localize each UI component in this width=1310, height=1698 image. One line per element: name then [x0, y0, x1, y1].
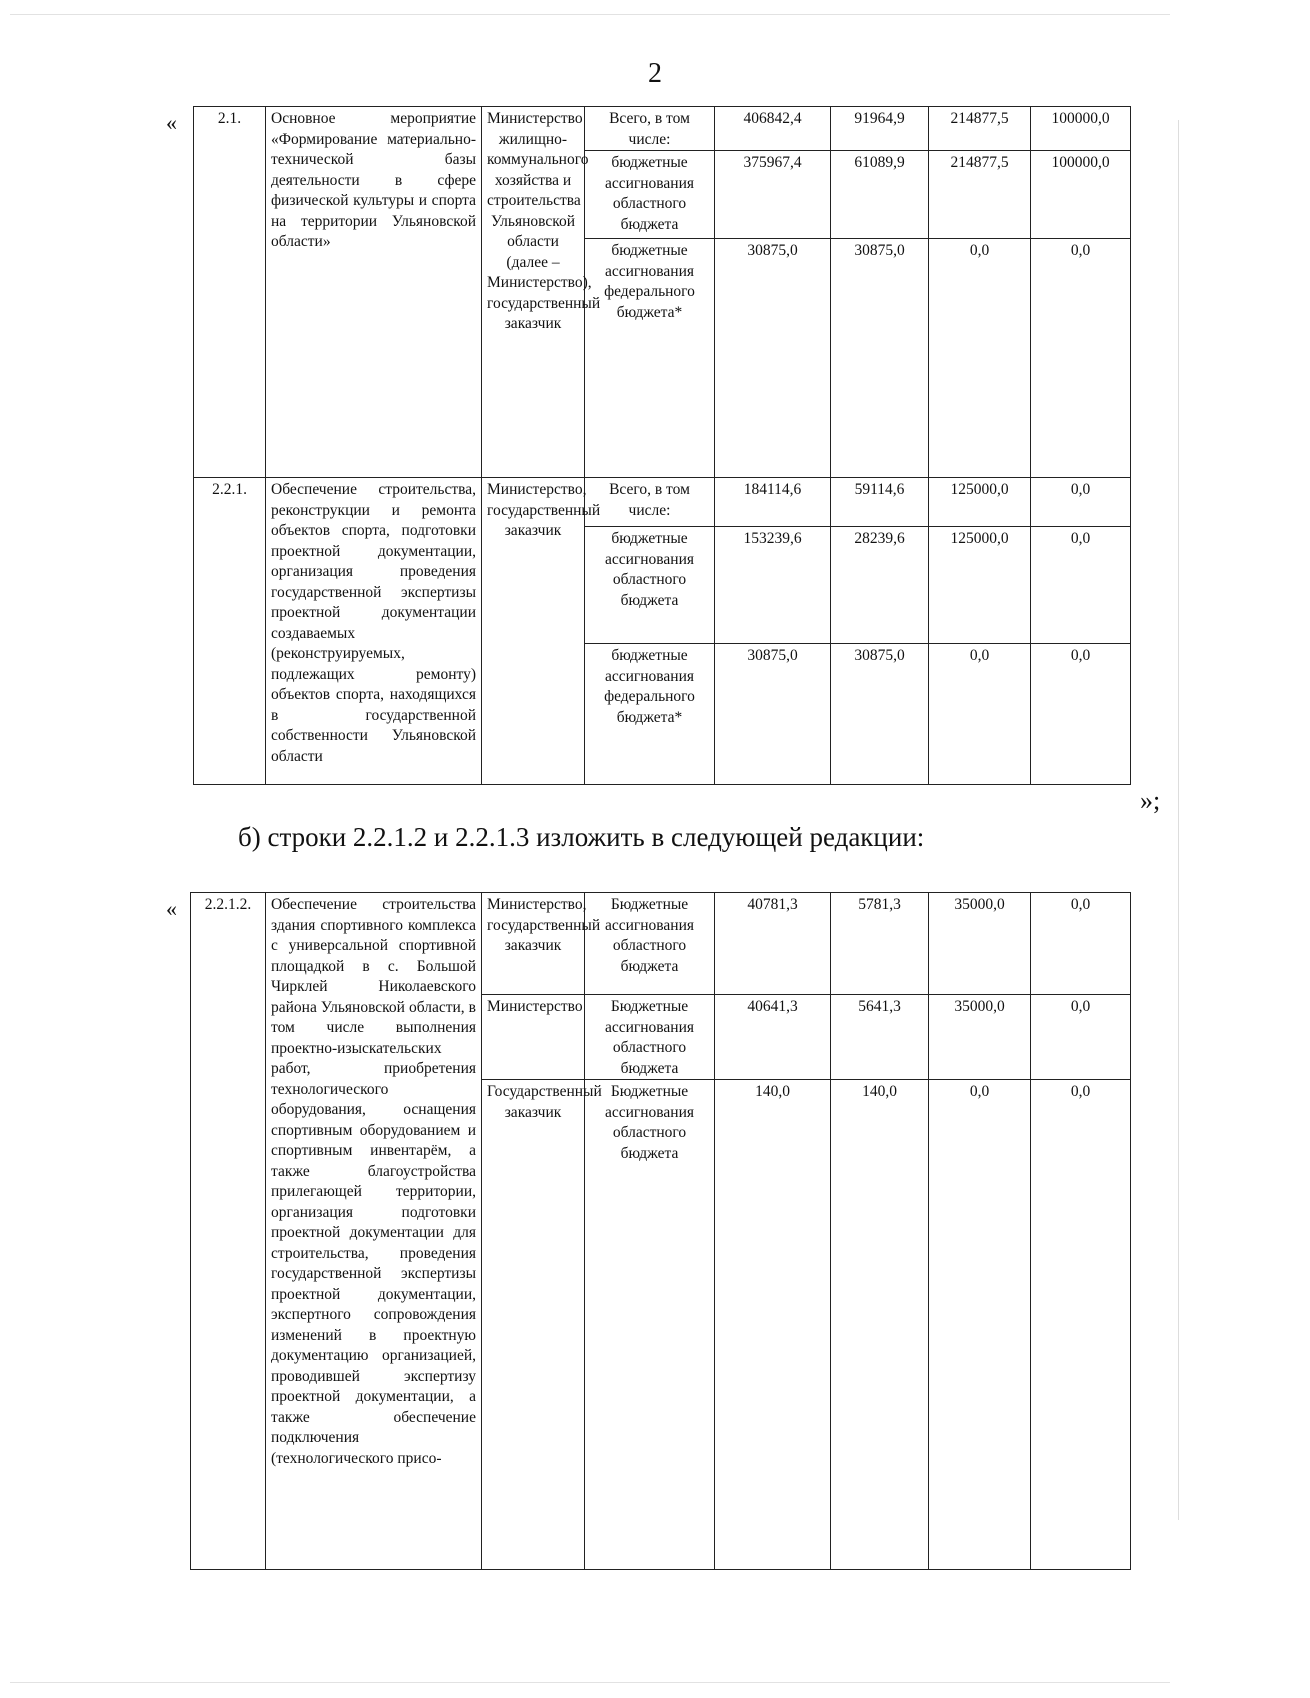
value-year-3: 0,0	[1031, 239, 1131, 478]
value-total: 406842,4	[715, 107, 831, 151]
value-total: 30875,0	[715, 644, 831, 785]
funding-source: бюджетные ассигнования областного бюджета	[585, 527, 715, 644]
value-total: 184114,6	[715, 478, 831, 527]
funding-source: Всего, в том числе:	[585, 107, 715, 151]
value-year-2: 214877,5	[929, 151, 1031, 239]
value-year-3: 0,0	[1031, 1080, 1131, 1570]
opening-quote: «	[166, 110, 177, 135]
row-executor: Министерство, государственный заказчик	[482, 893, 585, 995]
funding-source: Бюджетные ассигнования областного бюджета	[585, 995, 715, 1080]
value-year-2: 0,0	[929, 644, 1031, 785]
value-total: 140,0	[715, 1080, 831, 1570]
table-1	[193, 106, 1131, 785]
value-year-2: 125000,0	[929, 478, 1031, 527]
value-year-1: 30875,0	[831, 644, 929, 785]
row-number: 2.2.1.	[194, 478, 266, 785]
value-total: 40641,3	[715, 995, 831, 1080]
scan-edge-mark	[10, 1682, 1170, 1683]
row-executor: Министерство, государственный заказчик	[482, 478, 585, 785]
funding-source: бюджетные ассигнования областного бюджета	[585, 151, 715, 239]
amendment-text: б) строки 2.2.1.2 и 2.2.1.3 изложить в следующей редакции:	[238, 822, 925, 852]
funding-source: бюджетные ассигнования федерального бюджета*	[585, 239, 715, 478]
funding-source: бюджетные ассигнования федерального бюджета*	[585, 644, 715, 785]
opening-quote: «	[166, 896, 177, 921]
row-executor: Министерство	[482, 995, 585, 1080]
row-number: 2.1.	[194, 107, 266, 478]
scan-edge-mark	[1178, 120, 1179, 1520]
value-year-3: 0,0	[1031, 478, 1131, 527]
value-total: 375967,4	[715, 151, 831, 239]
table-row	[191, 893, 1131, 995]
value-year-1: 59114,6	[831, 478, 929, 527]
value-total: 30875,0	[715, 239, 831, 478]
funding-source: Бюджетные ассигнования областного бюджета	[585, 1080, 715, 1570]
value-year-2: 35000,0	[929, 995, 1031, 1080]
value-year-1: 5781,3	[831, 893, 929, 995]
table-2	[190, 892, 1131, 1570]
closing-quote: »;	[1140, 786, 1161, 815]
row-description: Обеспечение строительства здания спортивного комплекса с универсальной спортивной площадкой в с. Большой Чирклей Николаевского района Ульяновской области, в том числе выполнения проектно-изыскательских работ, приобретения технологического оборудования, оснащения спортивным оборудованием и спортивным инвентарём, а также благоустройства прилегающей территории, организация подготовки проектной документации для строительства, проведения государственной экспертизы проектной документации, экспертного сопровождения изменений в проектную документацию организацией, проводившей экспертизу проектной документации, а также обеспечение подключения (технологического присо-	[266, 893, 482, 1570]
value-year-3: 100000,0	[1031, 151, 1131, 239]
page-number: 2	[648, 58, 662, 89]
value-total: 153239,6	[715, 527, 831, 644]
row-number: 2.2.1.2.	[191, 893, 266, 1570]
value-year-2: 0,0	[929, 239, 1031, 478]
table-row	[194, 107, 1131, 151]
scan-edge-mark	[10, 14, 1170, 15]
table-row	[194, 478, 1131, 527]
value-year-3: 0,0	[1031, 644, 1131, 785]
row-description: Основное мероприятие «Формирование материально-технической базы деятельности в сфере физической культуры и спорта на территории Ульяновской области»	[266, 107, 482, 478]
value-year-1: 140,0	[831, 1080, 929, 1570]
row-description: Обеспечение строительства, реконструкции и ремонта объектов спорта, подготовки проектной документации, организация проведения государственной экспертизы проектной документации создаваемых (реконструируемых, подлежащих ремонту) объектов спорта, находящихся в государственной собственности Ульяновской области	[266, 478, 482, 785]
value-year-2: 0,0	[929, 1080, 1031, 1570]
funding-source: Всего, в том числе:	[585, 478, 715, 527]
value-year-1: 30875,0	[831, 239, 929, 478]
value-year-1: 28239,6	[831, 527, 929, 644]
value-year-2: 125000,0	[929, 527, 1031, 644]
row-executor: Государственный заказчик	[482, 1080, 585, 1570]
value-year-3: 0,0	[1031, 527, 1131, 644]
funding-source: Бюджетные ассигнования областного бюджета	[585, 893, 715, 995]
value-year-3: 0,0	[1031, 893, 1131, 995]
value-total: 40781,3	[715, 893, 831, 995]
value-year-1: 5641,3	[831, 995, 929, 1080]
value-year-3: 100000,0	[1031, 107, 1131, 151]
row-executor: Министерство жилищно-коммунального хозяйства и строительства Ульяновской области (далее – Министерство), государственный заказчик	[482, 107, 585, 478]
value-year-1: 91964,9	[831, 107, 929, 151]
value-year-3: 0,0	[1031, 995, 1131, 1080]
value-year-2: 214877,5	[929, 107, 1031, 151]
value-year-1: 61089,9	[831, 151, 929, 239]
value-year-2: 35000,0	[929, 893, 1031, 995]
